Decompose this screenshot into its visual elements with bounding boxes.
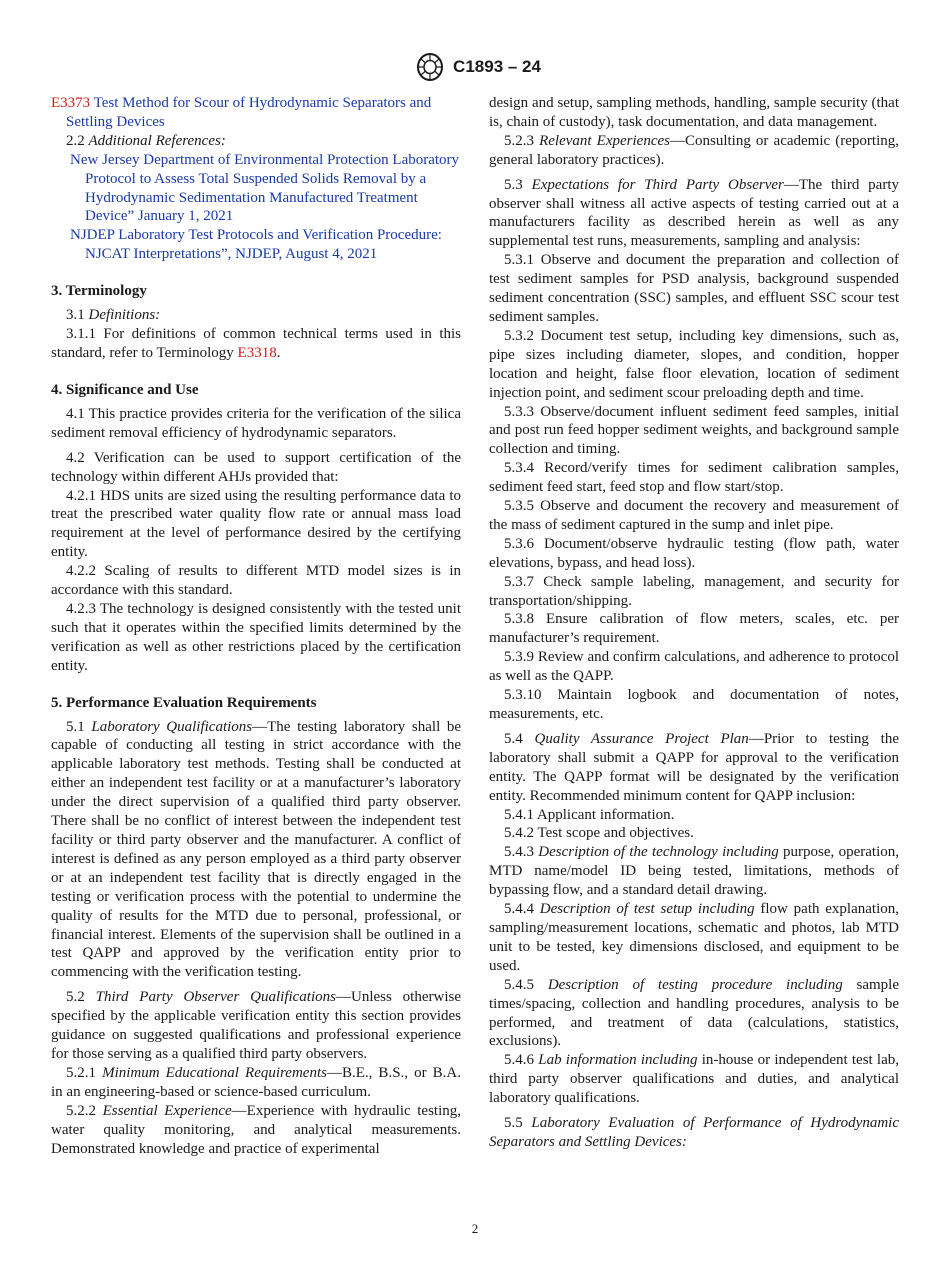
section-5-3-6: 5.3.6 Document/observe hydraulic testing (flow path, water elevations, bypass, and head loss). xyxy=(489,535,899,571)
section-5-4-4: 5.4.4 Description of test setup including flow path explanation, sampling/measurement locations, schematic and photos, lab MTD unit to be tested, key dimensions disclosed, and equipment to be used. xyxy=(489,901,900,974)
section-5-3-9: 5.3.9 Review and confirm calculations, and adherence to protocol as well as the QAPP. xyxy=(489,649,899,685)
reference-njdep-interpretations[interactable]: NJDEP Laboratory Test Protocols and Verification Procedure: NJCAT Interpretations”, NJDEP, August 4, 2021 xyxy=(70,227,442,263)
section-5-4-1: 5.4.1 Applicant information. xyxy=(504,806,675,823)
section-3-1: 3.1 Definitions: xyxy=(66,307,161,324)
section-2-2: 2.2 Additional References: xyxy=(66,132,226,149)
section-4-2-2: 4.2.2 Scaling of results to different MTD model sizes is in accordance with this standard. xyxy=(51,563,461,599)
heading-performance-evaluation: 5. Performance Evaluation Requirements xyxy=(51,694,317,711)
section-5-3-3: 5.3.3 Observe/document influent sediment feed samples, initial and post run feed hopper sediment weights, and background sample collection and timing. xyxy=(489,403,899,458)
page-header xyxy=(0,52,950,82)
section-5-2-2: 5.2.2 Essential Experience—Experience with hydraulic testing, water quality monitoring, and analytical measurements. Demonstrated knowledge and practice of experimental xyxy=(51,1102,461,1157)
section-5-1: 5.1 Laboratory Qualifications—The testing laboratory shall be capable of conducting all testing in strict accordance with the applicable laboratory test methods. Testing shall be conducted at either an independent test facility or at a manufacturer’s laboratory under the direct supervision of a qualified third party observer. There shall be no conflict of interest between the independent test facility or third party observer and the manufacturer. A conflict of interest is defined as any person employed as a third party observer or at an independent test facility that is directly engaged in the testing or verification process with the potential to undermine the quality of results for the MTD due to personal, professional, or financial interest. Elements of the supervision shall be outlined in a test QAPP and approved by the verification entity prior to commencing with the verification testing. xyxy=(51,718,461,981)
heading-significance: 4. Significance and Use xyxy=(51,381,199,398)
section-5-3-1: 5.3.1 Observe and document the preparation and collection of test sediment samples for PSD analysis, background suspended sediment concentration (SSC) samples, and effluent SSC scour test sediment samples. xyxy=(489,252,899,325)
section-5-3-8: 5.3.8 Ensure calibration of flow meters, scales, etc. per manufacturer’s requirement. xyxy=(489,611,899,647)
section-5-4-5: 5.4.5 Description of testing procedure including sample times/spacing, collection and handling procedures, analysis to be performed, and treatment of data (calculations, statistics, exclusions). xyxy=(489,976,900,1050)
section-5-4: 5.4 Quality Assurance Project Plan—Prior to testing the laboratory shall submit a QAPP for approval to the verification entity. The QAPP format will be designated by the verification entity. Recommended minimum content for QAPP inclusion: xyxy=(489,730,899,804)
right-column xyxy=(489,94,899,1152)
section-4-2-3: 4.2.3 The technology is designed consistently with the tested unit such that it operates within the specified limits determined by the verification as well as other restrictions placed by the certification entity. xyxy=(51,600,461,674)
section-5-3-7: 5.3.7 Check sample labeling, management, and security for transportation/shipping. xyxy=(489,573,899,609)
left-column xyxy=(51,94,461,1158)
section-5-2-1: 5.2.1 Minimum Educational Requirements—B.E., B.S., or B.A. in an engineering-based or science-based curriculum. xyxy=(51,1064,461,1100)
section-5-4-3: 5.4.3 Description of the technology including purpose, operation, MTD name/model ID being tested, limitations, methods of bypassing flow, and a standard detail drawing. xyxy=(489,844,899,899)
section-3-1-1: 3.1.1 For definitions of common technical terms used in this standard, refer to Terminology E3318. xyxy=(51,326,461,361)
section-5-2-3: 5.2.3 Relevant Experiences—Consulting or academic (reporting, general laboratory practices). xyxy=(489,132,899,168)
section-5-2: 5.2 Third Party Observer Qualifications—Unless otherwise specified by the applicable verification entity this section provides guidance on suggested qualifications and professional experience for those serving as a qualified third party observers. xyxy=(51,989,461,1062)
document-id: C1893 – 24 xyxy=(453,57,541,76)
section-5-3-2: 5.3.2 Document test setup, including key dimensions, such as, pipe sizes including diameter, slopes, and condition, hopper location and height, false floor elevation, location of sediment injection point, and sediment scour preloading depth and time. xyxy=(489,327,899,401)
section-5-4-6: 5.4.6 Lab information including in-house or independent test lab, third party observer qualifications and duties, and analytical laboratory qualifications. xyxy=(489,1052,900,1107)
section-5-5: 5.5 Laboratory Evaluation of Performance of Hydrodynamic Separators and Settling Devices: xyxy=(489,1115,899,1150)
section-5-3-5: 5.3.5 Observe and document the recovery and measurement of the mass of sediment captured in the sump and inlet pipe. xyxy=(489,498,899,533)
section-5-3-10: 5.3.10 Maintain logbook and documentation of notes, measurements, etc. xyxy=(489,687,899,722)
section-4-2: 4.2 Verification can be used to support certification of the technology within different AHJs provided that: xyxy=(51,449,461,485)
section-5-4-2: 5.4.2 Test scope and objectives. xyxy=(504,825,694,842)
heading-terminology: 3. Terminology xyxy=(51,283,147,300)
section-5-3-4: 5.3.4 Record/verify times for sediment calibration samples, sediment feed start, feed stop and flow start/stop. xyxy=(489,460,899,496)
section-4-1: 4.1 This practice provides criteria for the verification of the silica sediment removal efficiency of hydrodynamic separators. xyxy=(51,405,461,441)
reference-e3373[interactable]: E3373 Test Method for Scour of Hydrodynamic Separators and Settling Devices xyxy=(51,95,432,130)
section-5-3: 5.3 Expectations for Third Party Observer—The third party observer shall witness all active aspects of testing carried out at a manufacturers facility as described herein as well as any supplemental test runs, measurements, sampling and analysis: xyxy=(489,176,899,250)
page-number: 2 xyxy=(471,1221,479,1236)
reference-njdep-protocol[interactable]: New Jersey Department of Environmental Protection Laboratory Protocol to Assess Total Suspended Solids Removal by a Hydrodynamic Sedimentation Manufactured Treatment Device” January 1, 2021 xyxy=(70,151,460,225)
section-4-2-1: 4.2.1 HDS units are sized using the resulting performance data to treat the prescribed water quality flow rate or annual mass load requirement at the level of performance desired by the certifying entity. xyxy=(51,487,461,561)
section-5-2-2-continued: design and setup, sampling methods, handling, sample security (that is, chain of custody), task documentation, and data management. xyxy=(489,95,899,130)
link-e3318[interactable]: E3318 xyxy=(237,344,277,361)
astm-logo-icon xyxy=(409,52,451,82)
